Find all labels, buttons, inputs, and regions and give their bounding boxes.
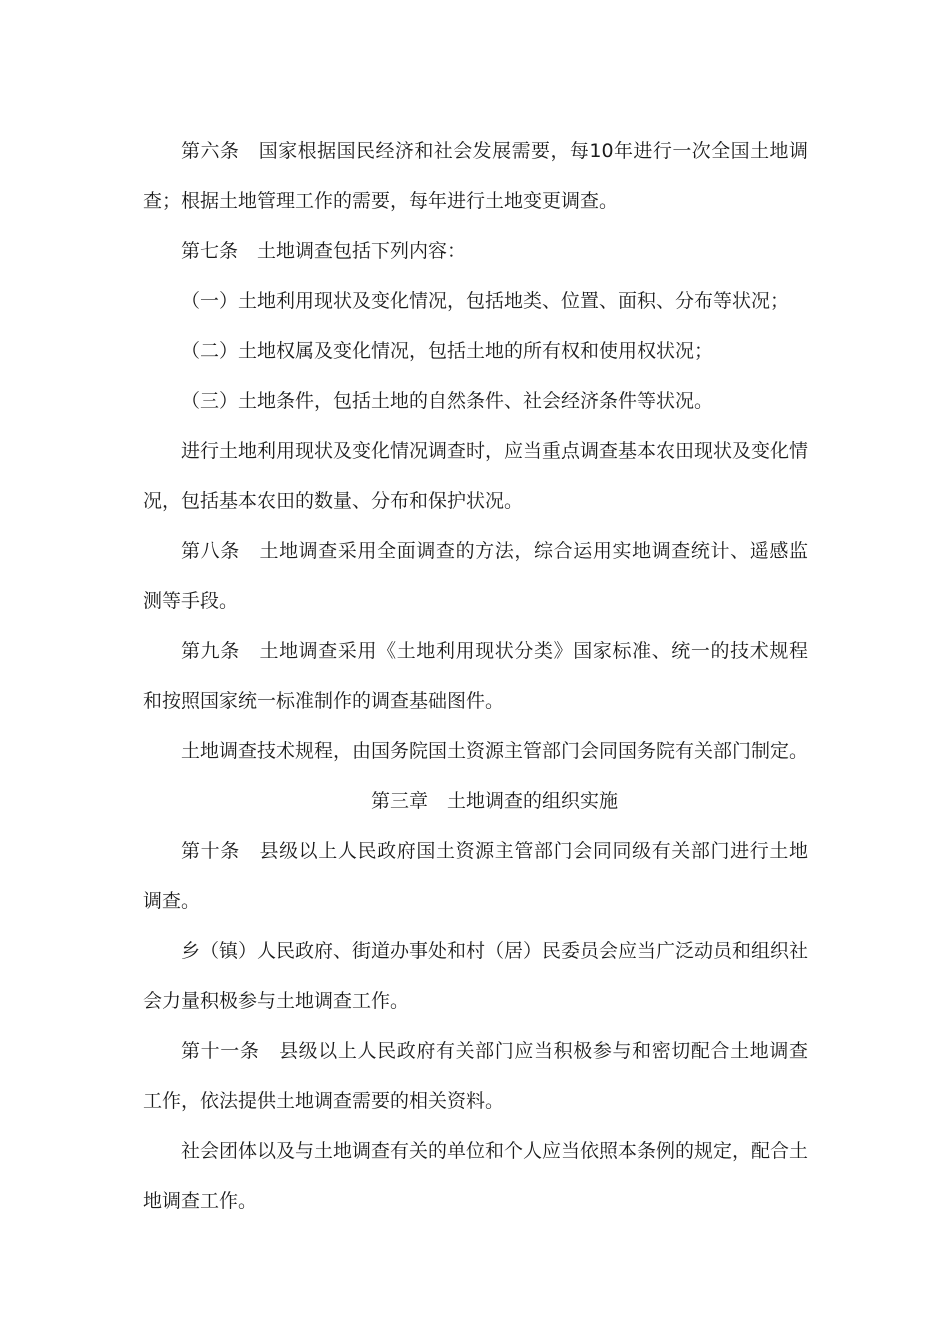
article-7-item-3 — [143, 376, 808, 426]
item-text: （三）土地条件，包括土地的自然条件、社会经济条件等状况。 — [181, 390, 714, 412]
article-11 — [143, 1026, 808, 1126]
item-text: （二）土地权属及变化情况，包括土地的所有权和使用权状况； — [181, 340, 714, 362]
article-9 — [143, 626, 808, 726]
article-11-paragraph-2 — [143, 1126, 808, 1226]
article-7-paragraph-2 — [143, 426, 808, 526]
article-8 — [143, 526, 808, 626]
article-label: 第十条 — [181, 840, 240, 862]
paragraph-text: 土地调查技术规程，由国务院国土资源主管部门会同国务院有关部门制定。 — [181, 740, 809, 762]
article-text: 土地调查包括下列内容： — [257, 240, 467, 262]
article-label: 第十一条 — [181, 1040, 260, 1062]
article-text: 县级以上人民政府有关部门应当积极参与和密切配合土地调查工作，依法提供土地调查需要的相关资料。 — [143, 1040, 808, 1112]
article-label: 第九条 — [181, 640, 240, 662]
article-6 — [143, 126, 808, 226]
article-label: 第六条 — [181, 140, 240, 162]
article-text: 土地调查采用《土地利用现状分类》国家标准、统一的技术规程和按照国家统一标准制作的调查基础图件。 — [143, 640, 808, 712]
chapter-title: 土地调查的组织实施 — [447, 790, 619, 812]
article-label: 第八条 — [181, 540, 240, 562]
article-label: 第七条 — [181, 240, 239, 262]
article-10-paragraph-2 — [143, 926, 808, 1026]
article-text: 国家根据国民经济和社会发展需要，每10年进行一次全国土地调查；根据土地管理工作的需要，每年进行土地变更调查。 — [143, 140, 808, 212]
article-10 — [143, 826, 808, 926]
paragraph-text: 进行土地利用现状及变化情况调查时，应当重点调查基本农田现状及变化情况，包括基本农田的数量、分布和保护状况。 — [143, 440, 809, 512]
chapter-3-heading — [143, 776, 808, 826]
article-text: 县级以上人民政府国土资源主管部门会同同级有关部门进行土地调查。 — [143, 840, 808, 912]
article-7 — [143, 226, 808, 276]
document-body — [143, 126, 808, 1226]
paragraph-text: 乡（镇）人民政府、街道办事处和村（居）民委员会应当广泛动员和组织社会力量积极参与土地调查工作。 — [143, 940, 809, 1012]
paragraph-text: 社会团体以及与土地调查有关的单位和个人应当依照本条例的规定，配合土地调查工作。 — [143, 1140, 809, 1212]
chapter-label: 第三章 — [370, 790, 428, 812]
article-text: 土地调查采用全面调查的方法，综合运用实地调查统计、遥感监测等手段。 — [143, 540, 808, 612]
article-7-item-1 — [143, 276, 808, 326]
article-9-paragraph-2 — [143, 726, 808, 776]
article-7-item-2 — [143, 326, 808, 376]
item-text: （一）土地利用现状及变化情况，包括地类、位置、面积、分布等状况； — [181, 290, 790, 312]
